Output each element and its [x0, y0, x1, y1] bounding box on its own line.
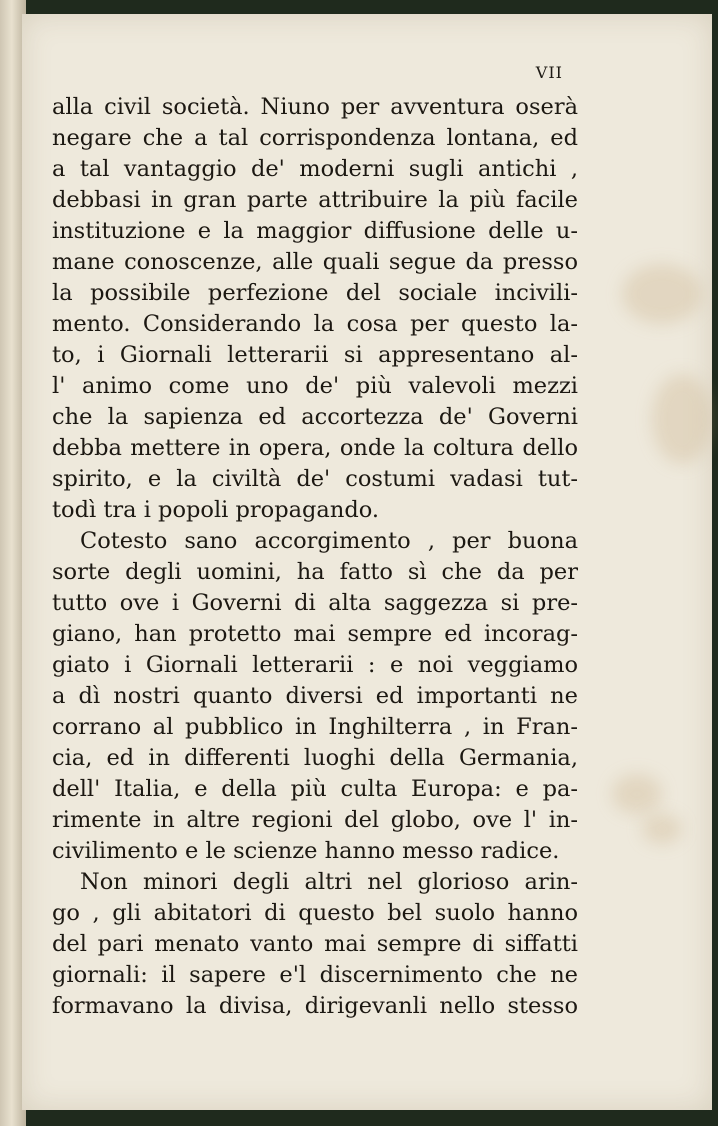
text-line: rimente in altre regioni del globo, ove l' in- — [52, 807, 578, 833]
paper-stain — [612, 774, 662, 814]
text-line: spirito, e la civiltà de' costumi vadasi tut- — [52, 466, 578, 492]
text-line: debba mettere in opera, onde la coltura dello — [52, 435, 578, 461]
text-line: mento. Considerando la cosa per questo la- — [52, 311, 578, 337]
text-line: l' animo come uno de' più valevoli mezzi — [52, 373, 578, 399]
text-line: giato i Giornali letterarii : e noi veggiamo — [52, 652, 578, 678]
text-line: go , gli abitatori di questo bel suolo hanno — [52, 900, 578, 926]
text-line: a tal vantaggio de' moderni sugli antichi , — [52, 156, 578, 182]
paper-stain — [622, 264, 702, 324]
text-line: sorte degli uomini, ha fatto sì che da per — [52, 559, 578, 585]
text-line: tutto ove i Governi di alta saggezza si pre- — [52, 590, 578, 616]
text-line: dell' Italia, e della più culta Europa: e pa- — [52, 776, 578, 802]
text-line: la possibile perfezione del sociale incivili- — [52, 280, 578, 306]
text-line: a dì nostri quanto diversi ed importanti ne — [52, 683, 578, 709]
page-number: VII — [535, 63, 563, 82]
text-line: alla civil società. Niuno per avventura oserà — [52, 94, 578, 120]
text-line: instituzione e la maggior diffusione delle u- — [52, 218, 578, 244]
text-line: debbasi in gran parte attribuire la più facile — [52, 187, 578, 213]
text-line: todì tra i popoli propagando. — [52, 497, 380, 523]
text-line: giano, han protetto mai sempre ed incorag- — [52, 621, 578, 647]
paper-stain — [652, 374, 712, 464]
text-line: formavano la divisa, dirigevanli nello stesso — [52, 993, 578, 1019]
text-line: che la sapienza ed accortezza de' Governi — [52, 404, 578, 430]
text-line: mane conoscenze, alle quali segue da presso — [52, 249, 578, 275]
text-line: civilimento e le scienze hanno messo radice. — [52, 838, 560, 864]
text-line: Non minori degli altri nel glorioso arin- — [80, 869, 578, 895]
paper-stain — [642, 814, 682, 844]
text-line: negare che a tal corrispondenza lontana, ed — [52, 125, 578, 151]
text-line: corrano al pubblico in Inghilterra , in Fran- — [52, 714, 578, 740]
text-line: cia, ed in differenti luoghi della Germania, — [52, 745, 578, 771]
text-line: giornali: il sapere e'l discernimento che ne — [52, 962, 578, 988]
text-line: del pari menato vanto mai sempre di siffatti — [52, 931, 578, 957]
text-line: to, i Giornali letterarii si appresentano al- — [52, 342, 578, 368]
text-line: Cotesto sano accorgimento , per buona — [80, 528, 578, 554]
body-text — [52, 92, 578, 1022]
